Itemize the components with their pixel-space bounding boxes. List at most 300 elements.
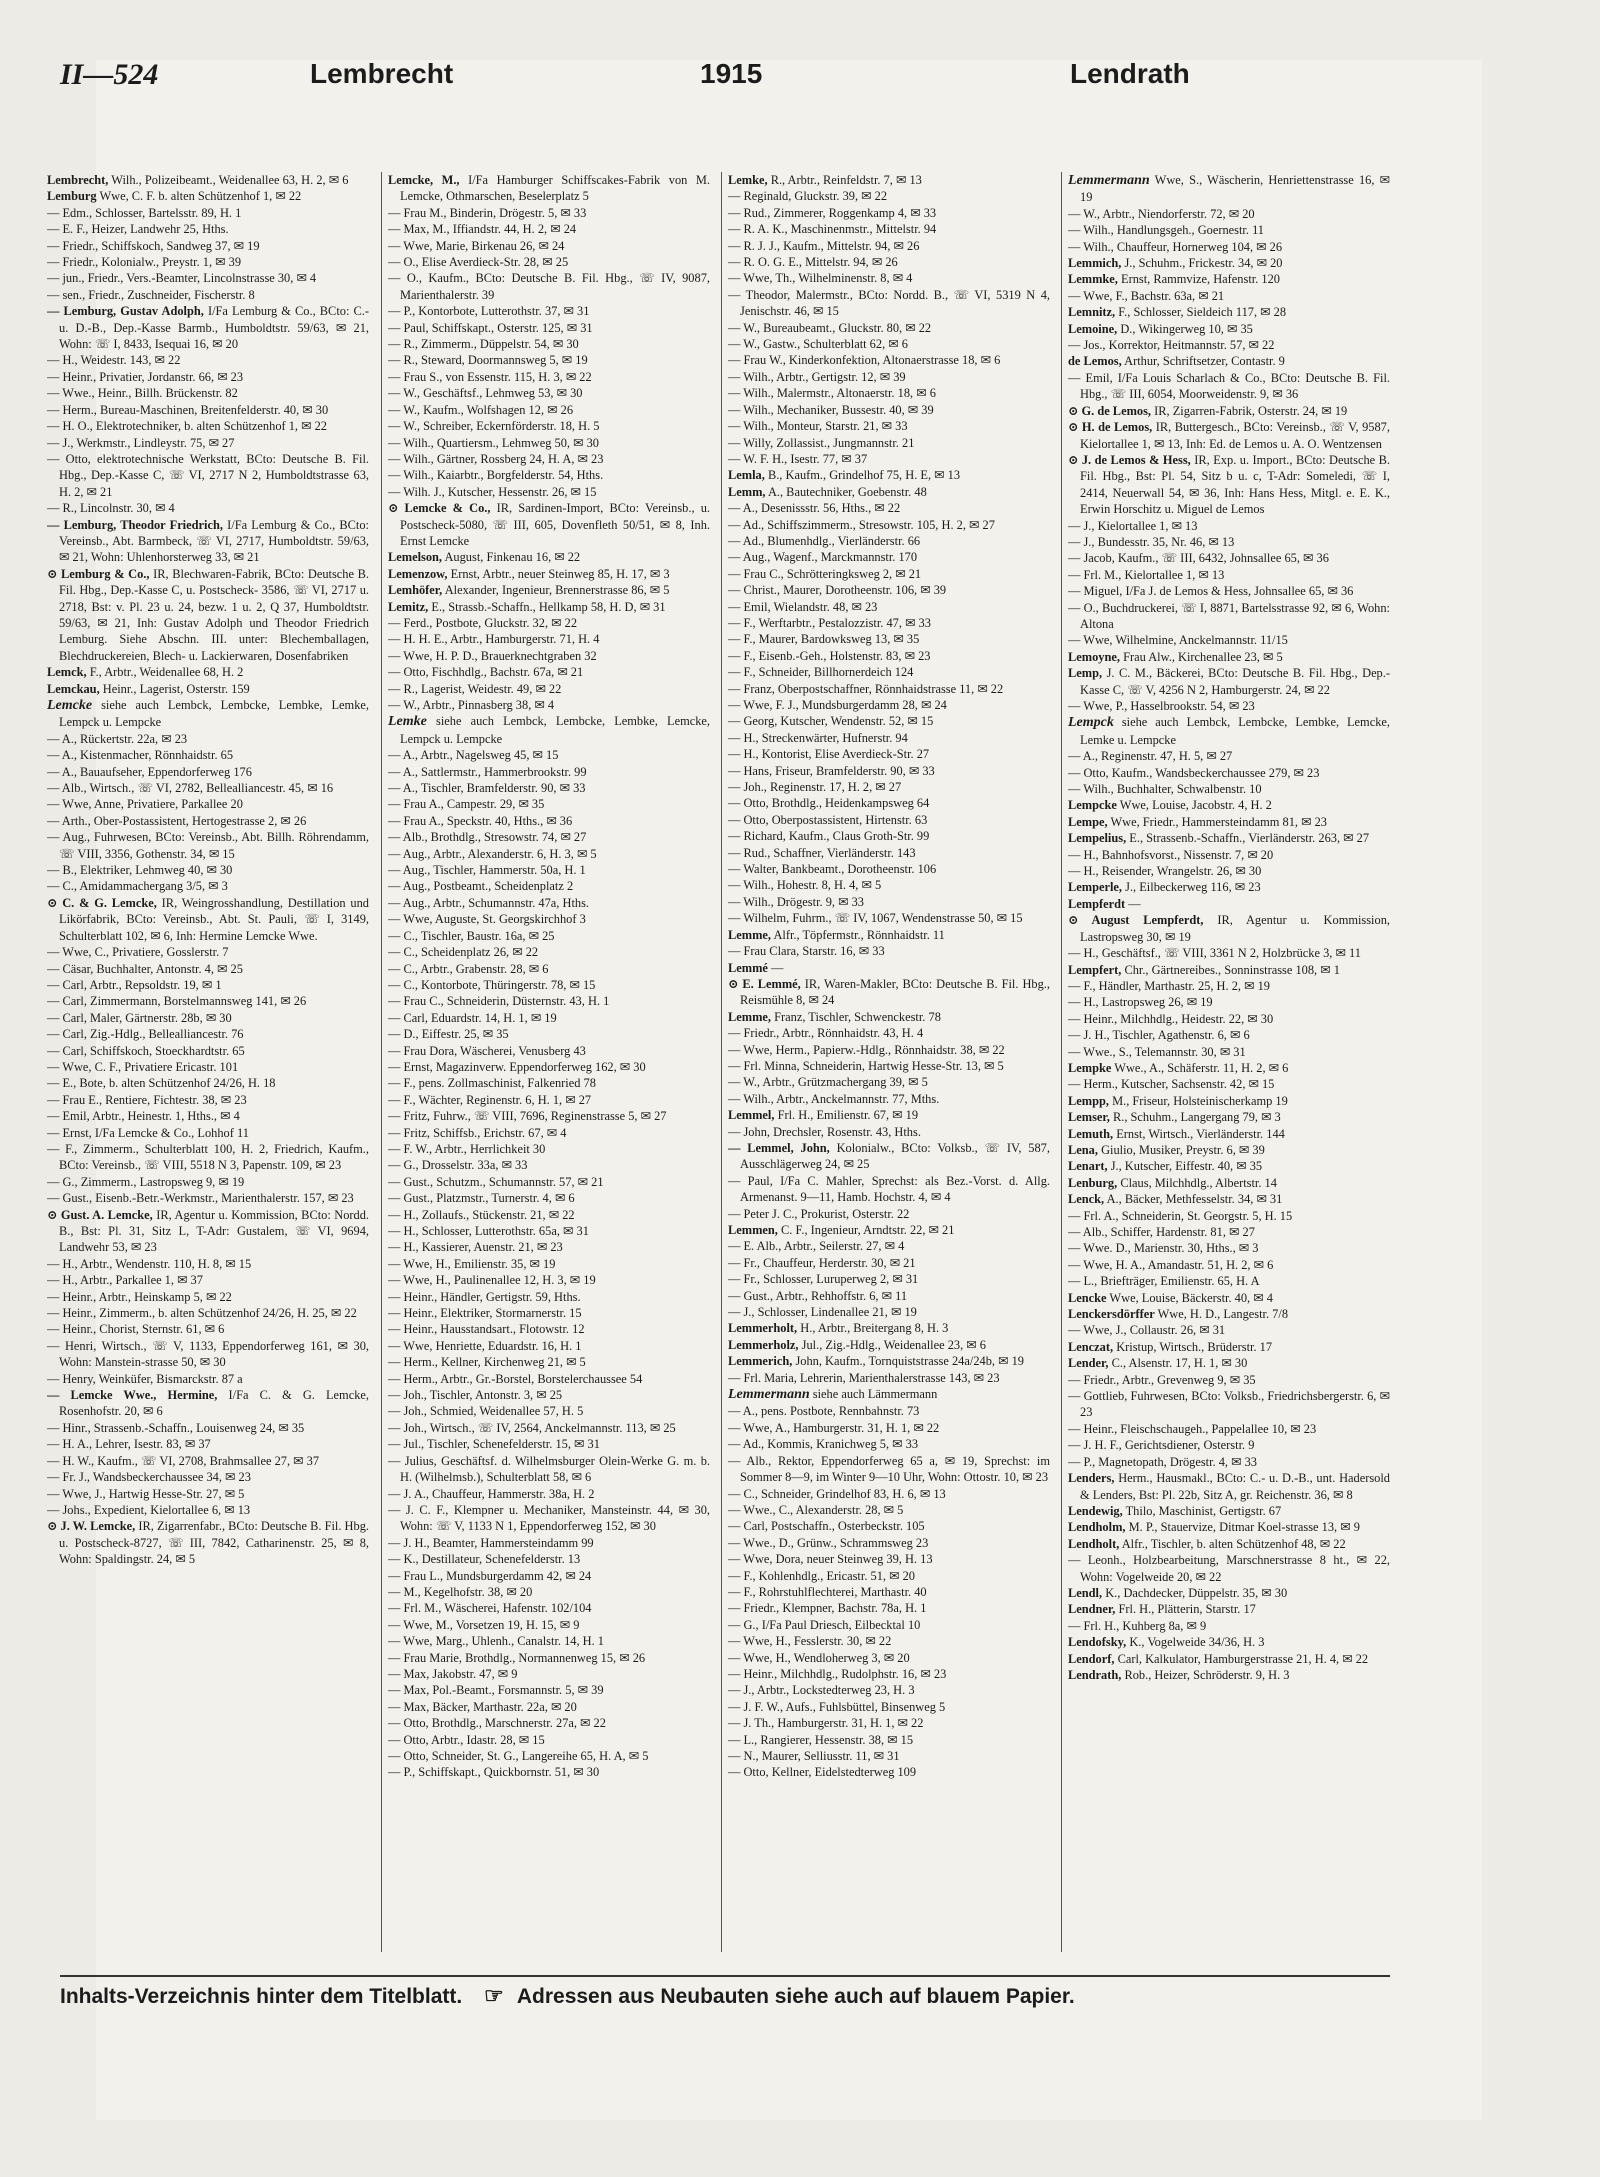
directory-entry: [1068, 765, 1390, 781]
directory-entry: [47, 862, 369, 878]
directory-entry: [728, 812, 1050, 828]
entry-text: — Frau S., von Essenstr. 115, H. 3, ✉ 22: [388, 369, 592, 384]
entry-text: — Wilh., Quartiersm., Lehmweg 50, ✉ 30: [388, 435, 599, 450]
entry-text: — Frau C., Schneiderin, Düsternstr. 43, H. 1: [388, 994, 610, 1009]
directory-entry: [728, 631, 1050, 647]
column-2: [381, 172, 710, 1952]
directory-entry: [728, 1732, 1050, 1748]
directory-entry: [728, 861, 1050, 877]
directory-entry: [728, 681, 1050, 697]
directory-entry: [388, 402, 710, 418]
directory-entry: [1068, 337, 1390, 353]
entry-text: — F., Maurer, Bardowksweg 13, ✉ 35: [728, 632, 920, 647]
entry-name: Lemp,: [1068, 666, 1103, 681]
entry-name: Lempke: [1068, 1060, 1112, 1075]
directory-entry: [728, 205, 1050, 221]
entry-text: — Wilh., Drögestr. 9, ✉ 33: [728, 894, 864, 909]
entry-name: Lemmerich,: [728, 1354, 793, 1369]
entry-text: J., Kutscher, Eiffestr. 40, ✉ 35: [1110, 1159, 1263, 1174]
directory-entry: [388, 172, 710, 205]
directory-entry: [728, 1551, 1050, 1567]
entry-text: — F., Werftarbtr., Pestalozzistr. 47, ✉ 33: [728, 615, 931, 630]
directory-entry: [728, 1320, 1050, 1336]
entry-text: — R. O. G. E., Mittelstr. 94, ✉ 26: [728, 255, 898, 270]
entry-text: — Miguel, I/Fa J. de Lemos & Hess, Johnsallee 65, ✉ 36: [1068, 584, 1354, 599]
entry-text: — F., Wächter, Reginenstr. 6, H. 1, ✉ 27: [388, 1092, 592, 1107]
directory-entry: [388, 764, 710, 780]
directory-columns: [47, 172, 1397, 1952]
entry-text: — H. H. E., Arbtr., Hamburgerstr. 71, H. 4: [388, 632, 600, 647]
directory-entry: [728, 599, 1050, 615]
entry-text: — Heinr., Privatier, Jordanstr. 66, ✉ 23: [47, 369, 244, 384]
entry-name: Lendofsky,: [1068, 1635, 1127, 1650]
directory-entry: [728, 1288, 1050, 1304]
entry-name: Lemmke,: [1068, 272, 1118, 287]
entry-text: — Christ., Maurer, Dorotheenstr. 106, ✉ 39: [728, 583, 947, 598]
directory-entry: [388, 648, 710, 664]
directory-entry: [1068, 1437, 1390, 1453]
entry-text: — Alb., Rektor, Eppendorferweg 65 a, ✉ 19, Sprechst: im Sommer 8—9, im Winter 9—10 Uhr, Wohn: Ottostr. 10, ✉ 23: [728, 1453, 1050, 1485]
footer-index-note: Inhalts-Verzeichnis hinter dem Titelblatt.: [60, 1985, 463, 2008]
directory-entry: [388, 1256, 710, 1272]
directory-entry: [388, 664, 710, 680]
entry-text: — O., Elise Averdieck-Str. 28, ✉ 25: [388, 255, 569, 270]
entry-text: — Frl. M., Kielortallee 1, ✉ 13: [1068, 567, 1225, 582]
entry-text: E., Strassenb.-Schaffn., Vierländerstr. 263, ✉ 27: [1129, 831, 1370, 846]
entry-text: I/Fa Hamburger Schiffscakes-Fabrik von M. Lemcke, Othmarschen, Beselerplatz 5: [400, 173, 710, 204]
directory-entry: [47, 829, 369, 862]
entry-name: Lempfert,: [1068, 962, 1122, 977]
entry-text: — Wwe., C., Alexanderstr. 28, ✉ 5: [728, 1502, 904, 1517]
entry-text: Claus, Milchhdlg., Albertstr. 14: [1120, 1175, 1277, 1190]
directory-entry: [388, 944, 710, 960]
directory-entry: [388, 1371, 710, 1387]
entry-text: M. P., Stauervize, Ditmar Koel-strasse 13, ✉ 9: [1128, 1520, 1360, 1535]
entry-text: — Aug., Fuhrwesen, BCto: Vereinsb., Abt. Billh. Röhrendamm, ☏ VIII, 3356, Gothenstr. 34, ✉ 15: [47, 830, 369, 861]
directory-entry: [1068, 698, 1390, 714]
entry-text: Arthur, Schriftsetzer, Contastr. 9: [1124, 354, 1285, 369]
entry-text: — H., Streckenwärter, Hufnerstr. 94: [728, 730, 908, 745]
entry-name: Lempelius,: [1068, 831, 1127, 846]
entry-text: A., Bäcker, Methfesselstr. 34, ✉ 31: [1106, 1192, 1283, 1207]
directory-entry: [388, 336, 710, 352]
entry-text: — Wwe. D., Marienstr. 30, Hths., ✉ 3: [1068, 1241, 1259, 1256]
entry-text: John, Kaufm., Tornquiststrasse 24a/24b, ✉ 19: [795, 1354, 1024, 1369]
directory-entry: [728, 960, 1050, 976]
entry-text: — Emil, I/Fa Louis Scharlach & Co., BCto: Deutsche B. Fil. Hbg., ☏ III, 6054, Moorweidenstr. 9, ✉ 36: [1068, 370, 1390, 402]
entry-text: — Wwe, Dora, neuer Steinweg 39, H. 13: [728, 1552, 933, 1567]
directory-entry: [1068, 896, 1390, 912]
entry-text: — Richard, Kaufm., Claus Groth-Str. 99: [728, 829, 930, 844]
directory-entry: [728, 943, 1050, 959]
entry-text: — Jul., Tischler, Schenefelderstr. 15, ✉ 31: [388, 1437, 600, 1452]
entry-text: — Aug., Tischler, Hammerstr. 50a, H. 1: [388, 863, 586, 878]
directory-entry: [728, 1074, 1050, 1090]
directory-entry: [1068, 288, 1390, 304]
entry-name: Lemhöfer,: [388, 583, 443, 598]
entry-text: — Wilh., Kaiarbtr., Borgfelderstr. 54, Hths.: [388, 468, 604, 483]
entry-text: — Wwe, Marie, Birkenau 26, ✉ 24: [388, 238, 565, 253]
entry-text: — L., Rangierer, Hessenstr. 38, ✉ 15: [728, 1732, 914, 1747]
entry-name: Lemcke: [47, 698, 93, 713]
directory-entry: [47, 1190, 369, 1206]
directory-entry: [388, 1682, 710, 1698]
entry-name: Lemenzow,: [388, 566, 448, 581]
entry-text: — J., Werkmstr., Lindleystr. 75, ✉ 27: [47, 435, 235, 450]
directory-entry: [388, 1568, 710, 1584]
directory-entry: [728, 615, 1050, 631]
directory-entry: [47, 1486, 369, 1502]
entry-text: — Carl, Schiffskoch, Stoeckhardtstr. 65: [47, 1043, 245, 1058]
entry-text: — A., Arbtr., Nagelsweg 45, ✉ 15: [388, 748, 559, 763]
entry-text: — P., Schiffskapt., Quickbornstr. 51, ✉ 30: [388, 1765, 600, 1780]
directory-entry: [728, 1715, 1050, 1731]
entry-text: — A., Kistenmacher, Rönnhaidstr. 65: [47, 748, 234, 763]
entry-text: — Julius, Geschäftsf. d. Wilhelmsburger Olein-Werke G. m. b. H. (Wilhelmsb.), Schulterblatt 58, ✉ 6: [388, 1453, 710, 1485]
directory-entry: [728, 385, 1050, 401]
entry-text: — F., Händler, Marthastr. 25, H. 2, ✉ 19: [1068, 978, 1270, 993]
entry-name: Lempck: [1068, 715, 1114, 731]
directory-entry: [388, 205, 710, 221]
directory-entry: [388, 500, 710, 549]
directory-entry: [1068, 1388, 1390, 1421]
directory-entry: [1068, 1240, 1390, 1256]
directory-entry: [388, 1239, 710, 1255]
entry-text: — Wilh., Malermstr., Altonaerstr. 18, ✉ 6: [728, 386, 936, 401]
column-4: [1061, 172, 1390, 1952]
directory-entry: [388, 1157, 710, 1173]
directory-entry: [728, 188, 1050, 204]
directory-entry: [1068, 1126, 1390, 1142]
entry-text: Kristup, Wirtsch., Brüderstr. 17: [1116, 1339, 1273, 1354]
directory-entry: [728, 1617, 1050, 1633]
directory-entry: [388, 911, 710, 927]
directory-entry: [388, 1125, 710, 1141]
entry-text: — Ad., Kommis, Kranichweg 5, ✉ 33: [728, 1437, 919, 1452]
entry-text: — Paul, I/Fa C. Mahler, Sprechst: als Bez.-Vorst. d. Allg. Armenanst. 9—11, Hamb. Hochstr. 4, ✉ 4: [728, 1173, 1050, 1205]
directory-entry: [388, 582, 710, 598]
directory-entry: [728, 533, 1050, 549]
entry-name: Lembrecht,: [47, 173, 109, 187]
entry-text: — Wilhelm, Fuhrm., ☏ IV, 1067, Wendenstrasse 50, ✉ 15: [728, 911, 1023, 926]
entry-text: — Gust., Schutzm., Schumannstr. 57, ✉ 21: [388, 1174, 604, 1189]
directory-entry: [47, 1387, 369, 1420]
entry-text: — Otto, elektrotechnische Werkstatt, BCto: Deutsche B. Fil. Hbg., Dep.-Kasse C, ☏ VI, 2717 N 2, Humboldtstrasse 63, H. 2, ✉ 21: [47, 451, 369, 499]
directory-entry: [1068, 239, 1390, 255]
directory-entry: [1068, 1519, 1390, 1535]
directory-entry: [47, 1289, 369, 1305]
directory-entry: [728, 1682, 1050, 1698]
directory-entry: [47, 1059, 369, 1075]
entry-text: — Wilh., Buchhalter, Schwalbenstr. 10: [1068, 782, 1262, 797]
directory-entry: [728, 238, 1050, 254]
entry-name: Lemmel,: [728, 1108, 775, 1123]
entry-text: — Heinr., Elektriker, Stormarnerstr. 15: [388, 1306, 582, 1321]
directory-entry: [388, 1617, 710, 1633]
entry-text: — A., Rückertstr. 22a, ✉ 23: [47, 731, 188, 746]
directory-entry: [1068, 172, 1390, 206]
directory-entry: [1068, 518, 1390, 534]
entry-text: August, Finkenau 16, ✉ 22: [444, 550, 581, 565]
entry-text: — Wwe, Th., Wilhelminenstr. 8, ✉ 4: [728, 271, 913, 286]
directory-entry: [47, 1453, 369, 1469]
entry-text: — Heinr., Milchhdlg., Heidestr. 22, ✉ 30: [1068, 1011, 1274, 1026]
entry-text: — P., Magnetopath, Drögestr. 4, ✉ 33: [1068, 1454, 1257, 1469]
directory-entry: [1068, 1060, 1390, 1076]
entry-text: — Herm., Bureau-Maschinen, Breitenfelderstr. 40, ✉ 30: [47, 402, 329, 417]
directory-entry: [47, 664, 369, 680]
directory-entry: [47, 697, 369, 731]
entry-text: — Wwe, H., Wendloherweg 3, ✉ 20: [728, 1650, 910, 1665]
entry-name: Lemitz,: [388, 599, 429, 614]
directory-entry: [728, 352, 1050, 368]
directory-entry: [1068, 1339, 1390, 1355]
directory-entry: [728, 1058, 1050, 1074]
directory-entry: [388, 1043, 710, 1059]
directory-entry: [1068, 1552, 1390, 1585]
entry-name: Lemcke, M.,: [388, 173, 460, 187]
directory-entry: [728, 713, 1050, 729]
entry-text: — H., Zollaufs., Stückenstr. 21, ✉ 22: [388, 1207, 575, 1222]
entry-text: — Wwe, H. P. D., Brauerknechtgraben 32: [388, 648, 597, 663]
directory-entry: [47, 1272, 369, 1288]
directory-entry: [388, 549, 710, 565]
entry-text: Wwe, C. F. b. alten Schützenhof 1, ✉ 22: [99, 189, 302, 204]
directory-entry: [728, 648, 1050, 664]
entry-text: I/Fa Lemburg & Co., BCto: C.- u. D.-B., Dep.-Kasse Barmb., Humboldtstr. 59/63, ✉ 21, Wohn: ☏ I, 8433, Isequai 16, ✉ 20: [59, 304, 369, 352]
entry-text: Ernst, Rammvize, Hafenstr. 120: [1121, 272, 1280, 287]
entry-text: — W. F. H., Isestr. 77, ✉ 37: [728, 451, 868, 466]
directory-entry: [728, 287, 1050, 320]
entry-text: Giulio, Musiker, Preystr. 6, ✉ 39: [1101, 1142, 1265, 1157]
entry-text: Wwe, S., Wäscherin, Henriettenstrasse 16, ✉ 19: [1080, 173, 1390, 205]
directory-entry: [1068, 1257, 1390, 1273]
entry-name: Lemme,: [728, 1009, 772, 1024]
directory-entry: [47, 1043, 369, 1059]
directory-entry: [728, 566, 1050, 582]
entry-text: — H., Bahnhofsvorst., Nissenstr. 7, ✉ 20: [1068, 847, 1274, 862]
directory-entry: [1068, 665, 1390, 698]
directory-entry: [1068, 632, 1390, 648]
entry-text: — H., Lastropsweg 26, ✉ 19: [1068, 995, 1213, 1010]
entry-text: — John, Drechsler, Rosenstr. 43, Hths.: [728, 1124, 921, 1139]
directory-entry: [728, 1304, 1050, 1320]
entry-text: — Wwe, Anne, Privatiere, Parkallee 20: [47, 797, 243, 812]
entry-name: Lemmermann: [1068, 173, 1150, 188]
directory-entry: [47, 747, 369, 763]
entry-text: — F., Schneider, Billhornerdeich 124: [728, 665, 914, 680]
entry-text: — Frau C., Schrötteringksweg 2, ✉ 21: [728, 566, 922, 581]
entry-text: — Joh., Reginenstr. 17, H. 2, ✉ 27: [728, 780, 902, 795]
directory-entry: [1068, 1011, 1390, 1027]
entry-name: Lenckersdörffer: [1068, 1307, 1155, 1322]
entry-text: — Frl. A., Schneiderin, St. Georgstr. 5, H. 15: [1068, 1208, 1293, 1223]
entry-text: — Wwe., S., Telemannstr. 30, ✉ 31: [1068, 1044, 1246, 1059]
directory-entry: [47, 188, 369, 204]
entry-text: — W., Kaufm., Wolfshagen 12, ✉ 26: [388, 402, 574, 417]
entry-text: — Frl. Maria, Lehrerin, Marienthalerstrasse 143, ✉ 23: [728, 1370, 1000, 1385]
entry-text: — Emil, Arbtr., Heinestr. 1, Hths., ✉ 4: [47, 1109, 240, 1124]
entry-text: — G., Zimmerm., Lastropsweg 9, ✉ 19: [47, 1174, 245, 1189]
entry-name: Lemla,: [728, 468, 765, 483]
entry-text: — J., Kielortallee 1, ✉ 13: [1068, 518, 1198, 533]
entry-name: Lemoyne,: [1068, 649, 1120, 664]
entry-text: Thilo, Maschinist, Gertigstr. 67: [1125, 1503, 1282, 1518]
directory-entry: [1068, 1372, 1390, 1388]
directory-entry: [47, 303, 369, 352]
entry-text: — Otto, Fischhdlg., Bachstr. 67a, ✉ 21: [388, 665, 584, 680]
directory-entry: [47, 1436, 369, 1452]
entry-text: — H. A., Lehrer, Isestr. 83, ✉ 37: [47, 1437, 211, 1452]
entry-text: IR, Agentur u. Kommission, Lastropsweg 30, ✉ 19: [1080, 913, 1390, 944]
directory-entry: [388, 1732, 710, 1748]
entry-text: IR, Weingrosshandlung, Destillation und Likörfabrik, BCto: Vereinsb., Abt. St. Pauli, ☏ I, 3149, Schulterblatt 102, ✉ 6, Inh: Hermine Lemcke Wwe.: [59, 895, 369, 943]
entry-text: — Heinr., Zimmerm., b. alten Schützenhof 24/26, H. 25, ✉ 22: [47, 1306, 357, 1321]
entry-text: E., Strassb.-Schaffn., Hellkamp 58, H. D, ✉ 31: [431, 599, 666, 614]
entry-name: Lenders,: [1068, 1471, 1115, 1486]
entry-text: IR, Waren-Makler, BCto: Deutsche B. Fil. Hbg., Reismühle 8, ✉ 24: [740, 976, 1050, 1008]
directory-entry: [388, 303, 710, 319]
entry-name: — Lemmel, John,: [728, 1140, 830, 1155]
directory-entry: [728, 1699, 1050, 1715]
entry-text: IR, Buttergesch., BCto: Vereinsb., ☏ V, 9587, Kielortallee 1, ✉ 13, Inh: Ed. de Lemos u. A. O. Wentzensen: [1080, 420, 1390, 451]
entry-text: — Wwe, Marg., Uhlenh., Canalstr. 14, H. 1: [388, 1634, 605, 1649]
directory-entry: [388, 1305, 710, 1321]
entry-text: IR, Agentur u. Kommission, BCto: Nordd. B., Bst: Pl. 31, Sitz L, T-Adr: Gustalem, ☏ VI, 9694, Landwehr 53, ✉ 23: [59, 1207, 369, 1255]
entry-name: Lender,: [1068, 1356, 1109, 1371]
entry-name: ⊙ Lemcke & Co.,: [388, 501, 491, 516]
directory-entry: [728, 451, 1050, 467]
entry-text: — A., Sattlermstr., Hammerbrookstr. 99: [388, 764, 587, 779]
entry-text: — Frau A., Speckstr. 40, Hths., ✉ 36: [388, 813, 573, 828]
directory-entry: [728, 1420, 1050, 1436]
entry-text: — Jos., Korrektor, Heitmannstr. 57, ✉ 22: [1068, 338, 1275, 353]
directory-entry: [728, 1173, 1050, 1206]
entry-name: Lenck,: [1068, 1192, 1105, 1207]
directory-entry: [388, 813, 710, 829]
directory-entry: [388, 599, 710, 615]
entry-text: — Aug., Arbtr., Alexanderstr. 6, H. 3, ✉ 5: [388, 846, 597, 861]
entry-text: — Arth., Ober-Postassistent, Hertogestrasse 2, ✉ 26: [47, 813, 307, 828]
directory-entry: [388, 1551, 710, 1567]
entry-text: — Wwe, H., Paulinenallee 12, H. 3, ✉ 19: [388, 1273, 596, 1288]
entry-text: — J. C. F., Klempner u. Mechaniker, Mansteinstr. 44, ✉ 30, Wohn: ☏ V, 1133 N 1, Eppendorferweg 152, ✉ 30: [388, 1502, 710, 1534]
directory-entry: [728, 1255, 1050, 1271]
directory-entry: [388, 418, 710, 434]
entry-text: Wwe, Louise, Jacobstr. 4, H. 2: [1119, 798, 1272, 813]
entry-text: — Carl, Zimmermann, Borstelmannsweg 141, ✉ 26: [47, 994, 307, 1009]
directory-entry: [728, 927, 1050, 943]
entry-text: — Friedr., Arbtr., Rönnhaidstr. 43, H. 4: [728, 1026, 924, 1041]
entry-text: — Willy, Zollassist., Jungmannstr. 21: [728, 435, 915, 450]
entry-text: — Ernst, Magazinverw. Eppendorferweg 162, ✉ 30: [388, 1059, 646, 1074]
directory-entry: [47, 977, 369, 993]
entry-text: — Wilh., Monteur, Starstr. 21, ✉ 33: [728, 419, 908, 434]
entry-text: — Alb., Wirtsch., ☏ VI, 2782, Bellealliancestr. 45, ✉ 16: [47, 781, 334, 796]
directory-entry: [1068, 1076, 1390, 1092]
entry-text: — R., Lagerist, Weidestr. 49, ✉ 22: [388, 681, 562, 696]
directory-entry: [1068, 1470, 1390, 1503]
directory-entry: [728, 1403, 1050, 1419]
entry-text: — J., Arbtr., Lockstedterweg 23, H. 3: [728, 1683, 915, 1698]
entry-text: — J. H., Tischler, Agathenstr. 6, ✉ 6: [1068, 1028, 1250, 1043]
directory-entry: [388, 1453, 710, 1486]
entry-text: D., Wikingerweg 10, ✉ 35: [1120, 321, 1253, 336]
directory-entry: [1068, 583, 1390, 599]
entry-text: — Carl, Maler, Gärtnerstr. 28b, ✉ 30: [47, 1010, 232, 1025]
entry-text: siehe auch Lembck, Lembcke, Lembke, Lemcke, Lempck u. Lempcke: [400, 714, 710, 746]
entry-text: — Emil, Wielandstr. 48, ✉ 23: [728, 599, 878, 614]
directory-entry: [1068, 600, 1390, 633]
directory-entry: [388, 1075, 710, 1091]
directory-entry: [388, 238, 710, 254]
entry-text: IR, Exp. u. Import., BCto: Deutsche B. Fil. Hbg., Bst: Pl. 54, Sitz b u. c, T-Adr: Someledi, ☏ I, 2414, Neuerwall 54, ✉ 36, Inh: Hans Hess, Mitgl. e. E. K., Erwin Horschitz u. Miguel de Lemos: [1080, 452, 1390, 517]
directory-entry: [388, 1584, 710, 1600]
entry-text: — H., Reisender, Wrangelstr. 26, ✉ 30: [1068, 864, 1262, 879]
entry-text: Rob., Heizer, Schröderstr. 9, H. 3: [1124, 1667, 1290, 1682]
entry-name: Lemckau,: [47, 681, 100, 696]
entry-text: — Wwe, H., Fesslerstr. 30, ✉ 22: [728, 1634, 892, 1649]
entry-text: — Jacob, Kaufm., ☏ III, 6432, Johnsallee 65, ✉ 36: [1068, 551, 1329, 566]
entry-name: Lemburg: [47, 189, 97, 204]
directory-entry: [47, 1469, 369, 1485]
directory-entry: [47, 517, 369, 566]
directory-entry: [47, 172, 369, 188]
directory-entry: [388, 615, 710, 631]
entry-text: I/Fa C. & G. Lemcke, Rosenhofstr. 20, ✉ 6: [59, 1388, 369, 1419]
entry-text: — Ad., Blumenhdlg., Vierländerstr. 66: [728, 533, 921, 548]
directory-entry: [728, 1353, 1050, 1369]
directory-entry: [728, 418, 1050, 434]
entry-text: — R. J. J., Kaufm., Mittelstr. 94, ✉ 26: [728, 238, 920, 253]
entry-text: — Ferd., Postbote, Gluckstr. 32, ✉ 22: [388, 615, 578, 630]
directory-entry: [1068, 567, 1390, 583]
entry-text: — H., Geschäftsf., ☏ VIII, 3361 N 2, Holzbrücke 3, ✉ 11: [1068, 946, 1361, 961]
entry-text: — Paul, Schiffskapt., Osterstr. 125, ✉ 31: [388, 320, 593, 335]
entry-text: — Wilh., Gärtner, Rossberg 24, H. A, ✉ 23: [388, 451, 604, 466]
entry-name: Lemme,: [728, 927, 772, 942]
entry-name: Lenburg,: [1068, 1175, 1118, 1190]
entry-text: — Frau Clara, Starstr. 16, ✉ 33: [728, 944, 885, 959]
entry-text: — Ernst, I/Fa Lemcke & Co., Lohhof 11: [47, 1125, 249, 1140]
year: 1915: [700, 58, 763, 89]
entry-text: — Frau Marie, Brothdlg., Normannenweg 15, ✉ 26: [388, 1650, 646, 1665]
directory-entry: [388, 1338, 710, 1354]
entry-name: ⊙ G. de Lemos,: [1068, 403, 1152, 418]
directory-entry: [47, 1174, 369, 1190]
entry-text: — W., Bureaubeamt., Gluckstr. 80, ✉ 22: [728, 320, 932, 335]
entry-text: — F. W., Arbtr., Herrlichkeit 30: [388, 1141, 546, 1156]
entry-text: — W., Gastw., Schulterblatt 62, ✉ 6: [728, 337, 908, 352]
entry-text: — Frl. H., Kuhberg 8a, ✉ 9: [1068, 1618, 1207, 1633]
directory-entry: [388, 961, 710, 977]
entry-text: IR, Zigarrenfabr., BCto: Deutsche B. Fil. Hbg. u. Postscheck-8727, ☏ III, 7842, Catharinenstr. 25, ✉ 8, Wohn: Spaldingstr. 24, ✉ 5: [59, 1519, 369, 1567]
entry-text: — Wilh., Chauffeur, Hornerweg 104, ✉ 26: [1068, 239, 1283, 254]
directory-entry: [388, 1272, 710, 1288]
entry-text: — Leonh., Holzbearbeitung, Marschnerstrasse 8 ht., ✉ 22, Wohn: Vogelweide 20, ✉ 22: [1068, 1553, 1390, 1584]
directory-entry: [47, 764, 369, 780]
entry-text: — Wwe, C. F., Privatiere Ericastr. 101: [47, 1059, 239, 1074]
entry-text: — H., Arbtr., Parkallee 1, ✉ 37: [47, 1273, 203, 1288]
page-number: II—524: [60, 58, 159, 91]
entry-text: — K., Destillateur, Schenefelderstr. 13: [388, 1552, 581, 1567]
entry-text: — Frau L., Mundsburgerdamm 42, ✉ 24: [388, 1568, 592, 1583]
entry-text: — Carl, Zig.-Hdlg., Bellealliancestr. 76: [47, 1027, 244, 1042]
directory-entry: [1068, 1290, 1390, 1306]
directory-entry: [388, 1764, 710, 1780]
entry-text: — Peter J. C., Prokurist, Osterstr. 22: [728, 1206, 910, 1221]
entry-text: — Otto, Schneider, St. G., Langereihe 65, H. A, ✉ 5: [388, 1749, 649, 1763]
